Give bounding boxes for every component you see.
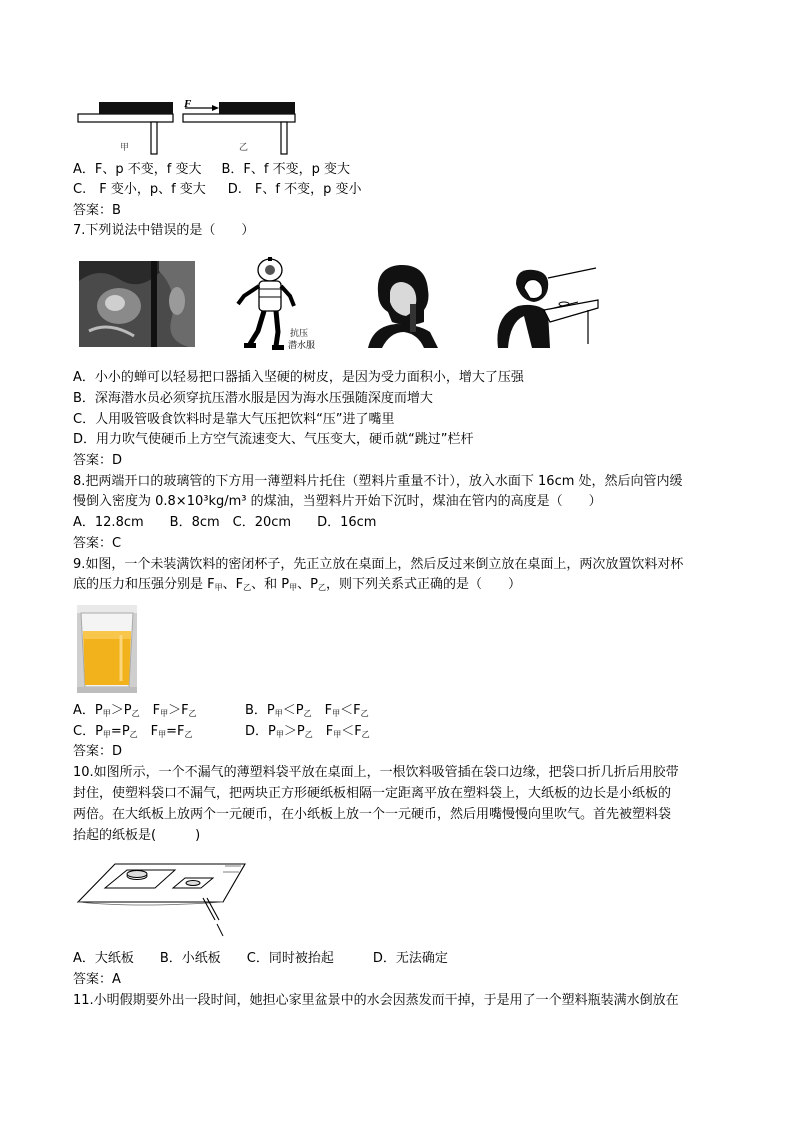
q6-options-row1: [73, 160, 350, 180]
q7-stem: 7.下列说法中错误的是（ ）: [73, 223, 255, 238]
q7-option-b: B．深海潜水员必须穿抗压潜水服是因为海水压强随深度而增大: [73, 391, 433, 406]
q10-stem-line3: 两倍。在大纸板上放两个一元硬币，在小纸板上放一个一元硬币，然后用嘴慢慢向里吹气。首先被塑料袋: [73, 807, 672, 822]
q6-answer: 答案：B: [73, 203, 121, 218]
q9-option-c: C．$P_甲=P_乙$ $F_甲=F_乙$: [73, 724, 193, 739]
q9-option-a: A．$P_甲>P_乙$ $F_甲>F_乙$: [73, 703, 197, 718]
q6-option-b: B．F、f 不变，p 变大: [221, 162, 350, 177]
q9-options-row1: [73, 701, 369, 724]
q9-option-d: D．$P_甲>P_乙$ $F_甲<F_乙$: [245, 724, 370, 739]
q7-suit-label-1: 抗压: [290, 329, 309, 339]
q9-answer: 答案：D: [73, 744, 123, 759]
q9-cup-photo: [77, 605, 137, 693]
q6-label-yi: 乙: [239, 143, 249, 153]
q10-stem-line4: 抬起的纸板是( ): [73, 828, 201, 843]
q6-options-row2: [73, 180, 362, 200]
q7-option-c: C．人用吸管吸食饮料时是靠大气压把饮料“压”进了嘴里: [73, 412, 395, 427]
q9-stem-line2: 底的压力和压强分别是 $F_甲$、$F_乙$、和 $P_甲$、$P_乙$，则下列关系式正确的是（ ）: [73, 577, 521, 592]
q6-option-a: A．F、p 不变，f 变大: [73, 162, 202, 177]
q6-force-label: F: [184, 98, 192, 110]
q11-stem-line1: 11.小明假期要外出一段时间，她担心家里盆景中的水会因蒸发而干掉，于是用了一个塑料瓶装满水倒放在: [73, 993, 679, 1008]
q7-diver-figure: [232, 256, 316, 354]
q7-answer: 答案：D: [73, 453, 123, 468]
q8-stem-line1: 8.把两端开口的玻璃管的下方用一薄塑料片托住（塑料片重量不计），放入水面下 16cm 处，然后向管内缓: [73, 474, 683, 489]
q6-figure: [73, 98, 298, 158]
q10-options: A．大纸板 B．小纸板 C．同时被抬起 D．无法确定: [73, 951, 448, 966]
q6-option-d: D. F、f 不变，p 变小: [227, 182, 362, 197]
q6-option-c: C. F 变小，p、f 变大: [73, 182, 206, 197]
q10-stem-line2: 封住，使塑料袋口不漏气，把两块正方形硬纸板相隔一定距离平放在塑料袋上，大纸板的边长是小纸板的: [73, 786, 672, 801]
q7-coin-jump-figure: [488, 266, 600, 348]
q6-label-jia: 甲: [120, 143, 130, 153]
q7-option-d: D．用力吹气使硬币上方空气流速变大、气压变大，硬币就“跳过”栏杆: [73, 432, 474, 447]
q10-stem-line1: 10.如图所示，一个不漏气的薄塑料袋平放在桌面上，一根饮料吸管插在袋口边缘，把袋口折几折后用胶带: [73, 765, 679, 780]
q8-answer: 答案：C: [73, 536, 122, 551]
q7-suit-label-2: 潜水服: [288, 341, 316, 351]
q10-answer: 答案：A: [73, 972, 121, 987]
q7-option-a: A．小小的蝉可以轻易把口器插入坚硬的树皮，是因为受力面积小，增大了压强: [73, 370, 524, 385]
q8-stem-line2: 慢倒入密度为 0.8×10³kg/m³ 的煤油，当塑料片开始下沉时，煤油在管内的高度是（ ）: [73, 494, 602, 509]
q9-option-b: B．$P_甲<P_乙$ $F_甲<F_乙$: [245, 703, 369, 718]
q7-straw-photo: [368, 262, 438, 348]
q7-cicada-photo: [79, 261, 195, 347]
q10-bag-figure: [75, 858, 250, 940]
q8-options: A．12.8cm B．8cm C．20cm D．16cm: [73, 515, 377, 530]
q9-stem-line1: 9.如图，一个未装满饮料的密闭杯子，先正立放在桌面上，然后反过来倒立放在桌面上，两次放置饮料对杯: [73, 557, 684, 572]
